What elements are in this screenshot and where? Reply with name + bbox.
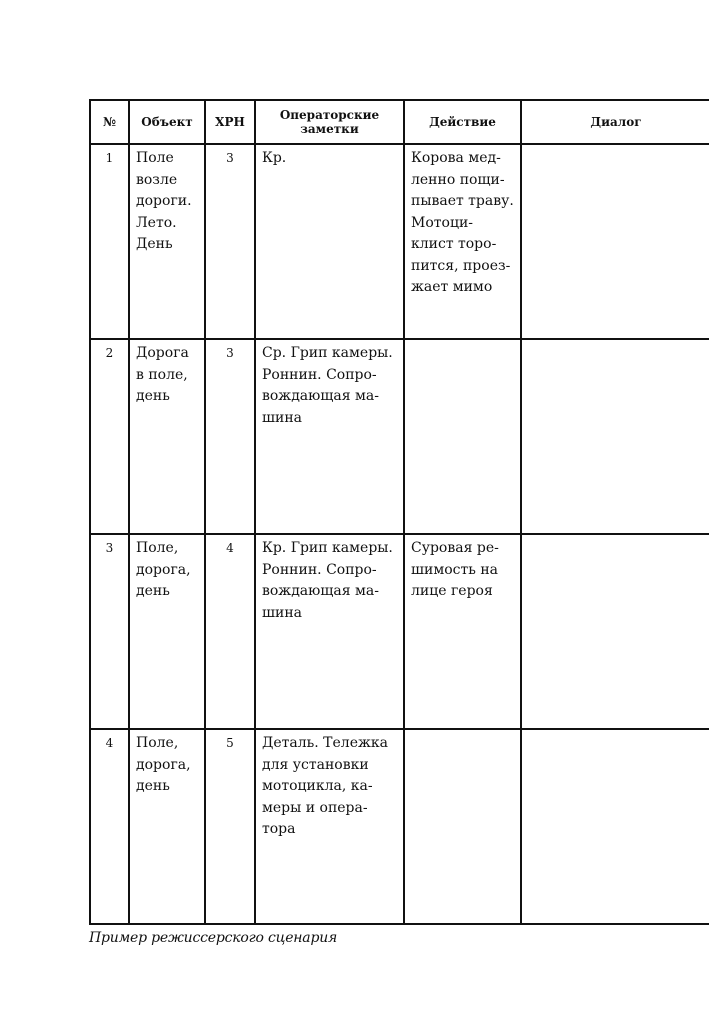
- row-chr: 5: [205, 729, 255, 924]
- table-row: [90, 534, 709, 729]
- row-action: [404, 339, 521, 534]
- row-object: Поле возле дороги. Лето. День: [129, 144, 205, 339]
- header-chr: ХРН: [205, 100, 255, 144]
- row-chr: 3: [205, 144, 255, 339]
- row-action: Суровая ре- шимость на лице героя: [404, 534, 521, 729]
- row-dialog: [521, 729, 709, 924]
- row-action: Корова мед- ленно пощи- пывает траву. Мотоци- клист торо- пится, проез- жает мимо: [404, 144, 521, 339]
- row-number: 4: [90, 729, 129, 924]
- header-operator-notes: Операторские заметки: [255, 100, 404, 144]
- row-number: 1: [90, 144, 129, 339]
- header-object: Объект: [129, 100, 205, 144]
- header-dialog: Диалог: [521, 100, 709, 144]
- header-action: Действие: [404, 100, 521, 144]
- table-header-row: [90, 100, 709, 144]
- row-object: Поле, дорога, день: [129, 534, 205, 729]
- row-dialog: [521, 534, 709, 729]
- figure-caption: Пример режиссерского сценария: [89, 930, 338, 946]
- row-number: 3: [90, 534, 129, 729]
- row-object: Поле, дорога, день: [129, 729, 205, 924]
- row-operator-notes: Ср. Грип камеры. Роннин. Сопро- вождающая ма- шина: [255, 339, 404, 534]
- row-chr: 3: [205, 339, 255, 534]
- table-row: [90, 729, 709, 924]
- row-number: 2: [90, 339, 129, 534]
- row-object: Дорога в поле, день: [129, 339, 205, 534]
- header-number: №: [90, 100, 129, 144]
- row-operator-notes: Кр.: [255, 144, 404, 339]
- row-dialog: [521, 144, 709, 339]
- row-dialog: [521, 339, 709, 534]
- table-row: [90, 144, 709, 339]
- row-action: [404, 729, 521, 924]
- row-chr: 4: [205, 534, 255, 729]
- director-script-table: [89, 99, 709, 925]
- table-row: [90, 339, 709, 534]
- row-operator-notes: Кр. Грип камеры. Роннин. Сопро- вождающая ма- шина: [255, 534, 404, 729]
- row-operator-notes: Деталь. Тележка для установки мотоцикла, ка- меры и опера- тора: [255, 729, 404, 924]
